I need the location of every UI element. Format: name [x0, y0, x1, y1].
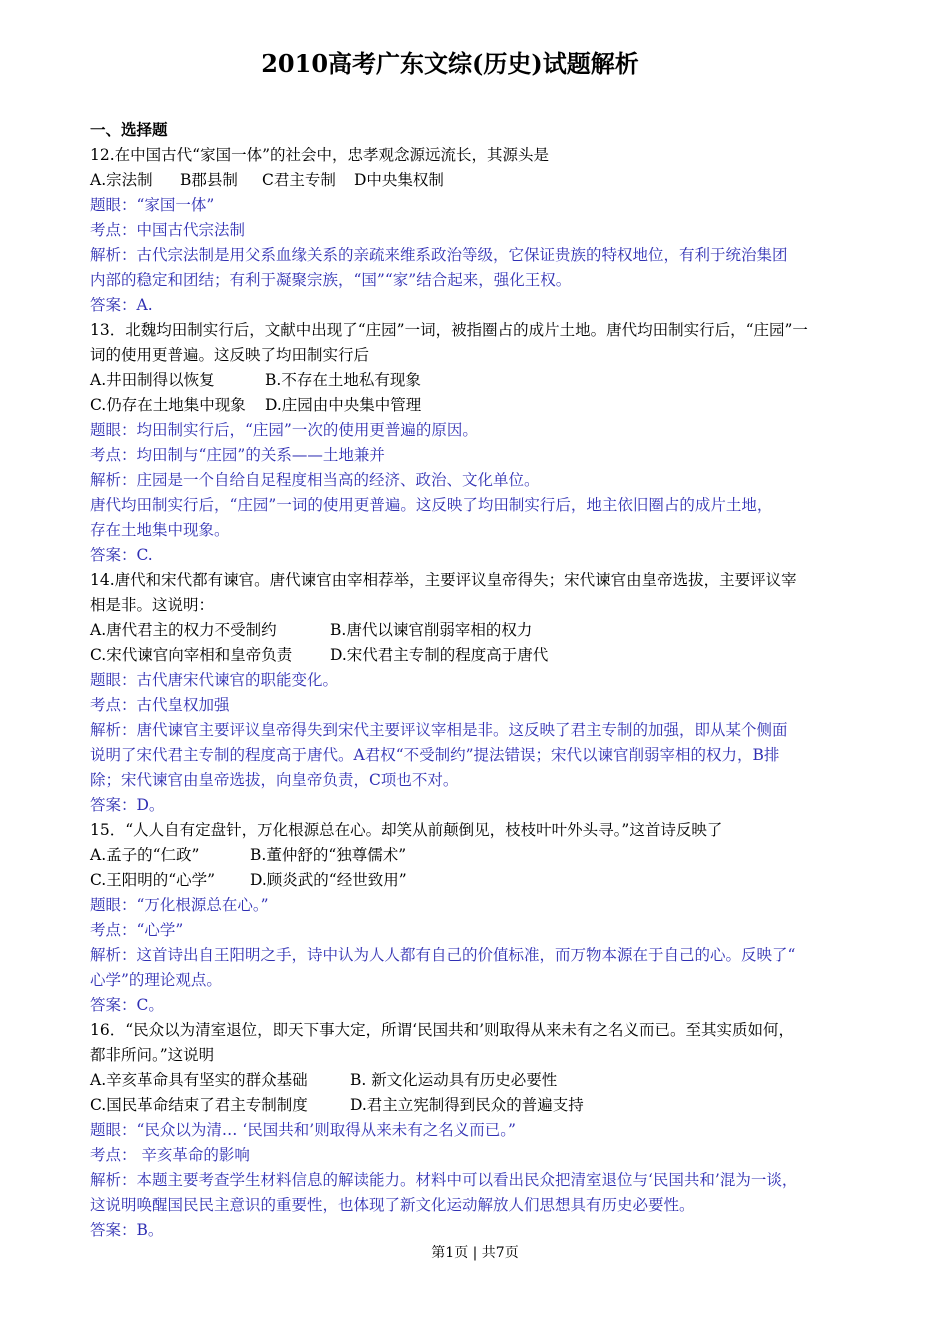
- answer-option: A.孟子的“仁政”: [90, 846, 200, 864]
- question-focus: 题眼：“万化根源总在心。”: [90, 896, 269, 914]
- analysis-text: 解析：唐代谏官主要评议皇帝得失到宋代主要评议宰相是非。这反映了君主专制的加强，即从某个侧面: [90, 721, 788, 739]
- answer-line: 答案：B。: [90, 1221, 164, 1239]
- page-content: [90, 116, 860, 1243]
- option-row: [90, 168, 860, 193]
- analysis-text: 解析：古代宗法制是用父系血缘关系的亲疏来维系政治等级，它保证贵族的特权地位，有利于统治集团: [90, 246, 788, 264]
- analysis-text: 内部的稳定和团结；有利于凝聚宗族，“国”“家”结合起来，强化王权。: [90, 271, 572, 289]
- question-block: [90, 143, 860, 318]
- answer-option: B.董仲舒的“独尊儒术”: [250, 846, 407, 864]
- answer-line: 答案：C。: [90, 996, 164, 1014]
- question-stem: 相是非。这说明：: [90, 596, 215, 614]
- page-title: 2010高考广东文综(历史)试题解析: [261, 49, 639, 78]
- option-row: [90, 1068, 860, 1093]
- question-stem: 16．“民众以为清室退位，即天下事大定，所谓‘民国共和’则取得从来未有之名义而已。至其实质如何，: [90, 1021, 795, 1039]
- option-row: [90, 618, 860, 643]
- question-block: [90, 818, 860, 1018]
- question-focus: 题眼：古代唐宋代谏官的职能变化。: [90, 671, 339, 689]
- question-stem: 15．“人人自有定盘针，万化根源总在心。却笑从前颠倒见，枝枝叶叶外头寻。”这首诗反映了: [90, 821, 723, 839]
- answer-option: D.宋代君主专制的程度高于唐代: [330, 646, 549, 664]
- answer-line: 答案：A.: [90, 296, 153, 314]
- question-stem: 词的使用更普遍。这反映了均田制实行后: [90, 346, 370, 364]
- answer-option: D.庄园由中央集中管理: [265, 396, 422, 414]
- answer-option: C.王阳明的“心学”: [90, 871, 216, 889]
- question-stem: 13．北魏均田制实行后，文献中出现了“庄园”一词，被指圈占的成片土地。唐代均田制实行后，“庄园”一: [90, 321, 808, 339]
- analysis-text: 解析：本题主要考查学生材料信息的解读能力。材料中可以看出民众把清室退位与‘民国共和’混为一谈，: [90, 1171, 798, 1189]
- question-block: [90, 568, 860, 818]
- answer-option: B.唐代以谏官削弱宰相的权力: [330, 621, 533, 639]
- question-block: [90, 1018, 860, 1243]
- analysis-text: 除；宋代谏官由皇帝选拔，向皇帝负责，C项也不对。: [90, 771, 459, 789]
- answer-option: D.顾炎武的“经世致用”: [250, 871, 407, 889]
- analysis-text: 唐代均田制实行后，“庄园”一词的使用更普遍。这反映了均田制实行后，地主依旧圈占的成片土地，: [90, 496, 773, 514]
- key-point: 考点：均田制与“庄园”的关系——土地兼并: [90, 446, 385, 464]
- question-block: [90, 318, 860, 568]
- answer-option: C.宋代谏官向宰相和皇帝负责: [90, 646, 293, 664]
- question-focus: 题眼：“民众以为清… ‘民国共和’则取得从来未有之名义而已。”: [90, 1121, 516, 1139]
- answer-option: B. 新文化运动具有历史必要性: [350, 1071, 558, 1089]
- answer-line: 答案：D。: [90, 796, 165, 814]
- question-focus: 题眼：“家国一体”: [90, 196, 215, 214]
- answer-option: B.不存在土地私有现象: [265, 371, 421, 389]
- answer-option: B郡县制: [180, 171, 238, 189]
- option-row: [90, 1093, 860, 1118]
- key-point: 考点：“心学”: [90, 921, 184, 939]
- analysis-text: 解析：庄园是一个自给自足程度相当高的经济、政治、文化单位。: [90, 471, 540, 489]
- answer-line: 答案：C.: [90, 546, 153, 564]
- option-row: [90, 868, 860, 893]
- key-point: 考点：中国古代宗法制: [90, 221, 246, 239]
- answer-option: D.君主立宪制得到民众的普遍支持: [350, 1096, 584, 1114]
- question-stem: 14.唐代和宋代都有谏官。唐代谏官由宰相荐举，主要评议皇帝得失；宋代谏官由皇帝选拔，主要评议宰: [90, 571, 797, 589]
- analysis-text: 存在土地集中现象。: [90, 521, 230, 539]
- analysis-text: 说明了宋代君主专制的程度高于唐代。A君权“不受制约”提法错误；宋代以谏官削弱宰相的权力，B排: [90, 746, 780, 764]
- question-focus: 题眼：均田制实行后，“庄园”一次的使用更普遍的原因。: [90, 421, 478, 439]
- answer-option: A.辛亥革命具有坚实的群众基础: [90, 1071, 308, 1089]
- option-row: [90, 368, 860, 393]
- key-point: 考点： 辛亥革命的影响: [90, 1146, 250, 1164]
- question-stem: 12.在中国古代“家国一体”的社会中，忠孝观念源远流长，其源头是: [90, 146, 550, 164]
- question-stem: 都非所问。”这说明: [90, 1046, 215, 1064]
- answer-option: D中央集权制: [354, 171, 444, 189]
- answer-option: A.井田制得以恢复: [90, 371, 215, 389]
- key-point: 考点：古代皇权加强: [90, 696, 230, 714]
- option-row: [90, 843, 860, 868]
- answer-option: C君主专制: [262, 171, 336, 189]
- analysis-text: 解析：这首诗出自王阳明之手，诗中认为人人都有自己的价值标准，而万物本源在于自己的心。反映了“: [90, 946, 796, 964]
- answer-option: C.国民革命结束了君主专制制度: [90, 1096, 308, 1114]
- section-heading: 一、选择题: [90, 120, 168, 139]
- analysis-text: 心学”的理论观点。: [90, 971, 222, 989]
- option-row: [90, 393, 860, 418]
- answer-option: A.唐代君主的权力不受制约: [90, 621, 277, 639]
- option-row: [90, 643, 860, 668]
- answer-option: A.宗法制: [90, 171, 153, 189]
- answer-option: C.仍存在土地集中现象: [90, 396, 246, 414]
- analysis-text: 这说明唤醒国民民主意识的重要性，也体现了新文化运动解放人们思想具有历史必要性。: [90, 1196, 695, 1214]
- page-footer: 第1页 | 共7页: [431, 1245, 519, 1261]
